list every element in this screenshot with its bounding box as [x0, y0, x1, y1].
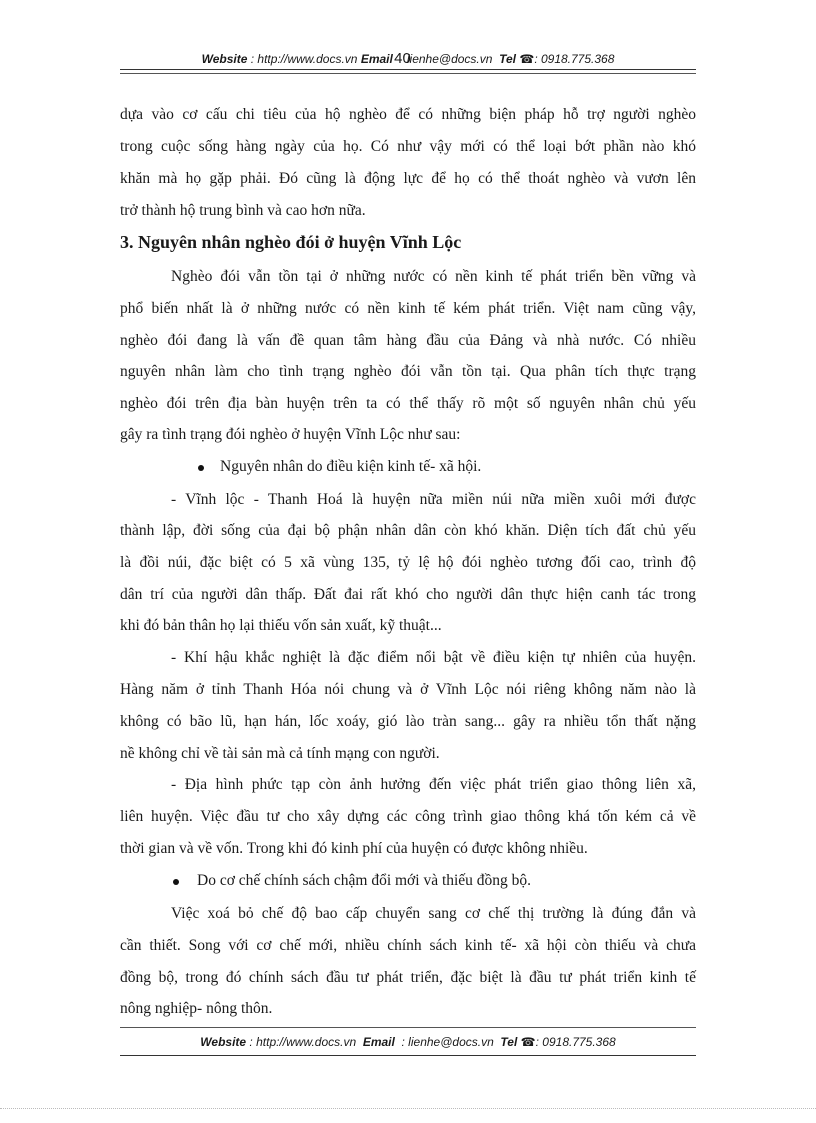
email-value[interactable]: lienhe@docs.vn: [406, 52, 493, 66]
text-line: thành lập, đời sống của đại bộ phận nhân dân còn khó khăn. Diện tích đất chủ yếu: [120, 522, 696, 539]
phone-icon: ☎: [520, 1035, 536, 1049]
text-line: phổ biến nhất là ở những nước có nền kinh tế kém phát triển. Việt nam cũng vậy,: [120, 300, 696, 317]
header-rule: [120, 69, 696, 70]
bullet-icon: [198, 465, 204, 471]
website-url[interactable]: http://www.docs.vn: [256, 1035, 357, 1049]
tel-label: Tel: [499, 52, 517, 66]
website-url[interactable]: http://www.docs.vn: [257, 52, 358, 66]
text-line: dựa vào cơ cấu chi tiêu của hộ nghèo để có những biện pháp hỗ trợ người nghèo: [120, 106, 696, 123]
text-line: Hàng năm ở tỉnh Thanh Hóa nói chung và ở Vĩnh Lộc nói riêng không năm nào là: [120, 681, 696, 698]
text-line: nghèo đói đang là vấn đề quan tâm hàng đầu của Đảng và nhà nước. Có nhiều: [120, 332, 696, 349]
tel-label: Tel: [500, 1035, 518, 1049]
text-line: Nghèo đói vẫn tồn tại ở những nước có nền kinh tế phát triển bền vững và: [171, 268, 696, 285]
text-line: khi đó bản thân họ lại thiếu vốn sản xuất, kỹ thuật...: [120, 617, 442, 634]
email-label: Email: [360, 52, 393, 66]
text-line: nông nghiệp- nông thôn.: [120, 1000, 273, 1017]
website-label: Website: [200, 1035, 247, 1049]
text-line: - Khí hậu khắc nghiệt là đặc điểm nổi bật về điều kiện tự nhiên của huyện.: [171, 649, 696, 666]
page-number: 40: [394, 50, 411, 67]
website-label: Website: [201, 52, 248, 66]
page-header: [120, 50, 696, 67]
text-line: nguyên nhân làm cho tình trạng nghèo đói vẫn tồn tại. Qua phân tích thực trạng: [120, 363, 696, 380]
footer-bottom-rule: [120, 1055, 696, 1056]
text-line: - Địa hình phức tạp còn ảnh hưởng đến việc phát triển giao thông liên xã,: [171, 776, 696, 793]
tel-value: : 0918.775.368: [535, 1035, 616, 1049]
header-rule-thin: [120, 73, 696, 74]
text-line: trở thành hộ trung bình và cao hơn nữa.: [120, 202, 366, 219]
text-line: Việc xoá bỏ chế độ bao cấp chuyển sang cơ chế thị trường là đúng đắn và: [171, 905, 696, 922]
bullet-item: Nguyên nhân do điều kiện kinh tế- xã hội.: [220, 458, 482, 475]
bullet-item: Do cơ chế chính sách chậm đổi mới và thiếu đồng bộ.: [197, 872, 532, 889]
text-line: trong cuộc sống hàng ngày của họ. Có như vậy mới có thể loại bớt phần nào khó: [120, 138, 696, 155]
website-separator: :: [246, 1035, 257, 1049]
text-line: gây ra tình trạng đói nghèo ở huyện Vĩnh Lộc như sau:: [120, 426, 461, 443]
page-footer: [120, 1035, 696, 1049]
text-line: nề không chỉ về tài sản mà cả tính mạng con người.: [120, 745, 440, 762]
text-line: cần thiết. Song với cơ chế mới, nhiều chính sách kinh tế- xã hội còn thiếu và chưa: [120, 937, 696, 954]
bullet-icon: [173, 879, 179, 885]
phone-icon: ☎: [519, 52, 535, 66]
text-line: dân trí của người dân thấp. Đất đai rất khó cho người dân thực hiện canh tác trong: [120, 586, 696, 603]
page-edge-divider: [0, 1108, 816, 1109]
email-label: Email: [362, 1035, 395, 1049]
text-line: đồng bộ, trong đó chính sách đầu tư phát triển, đặc biệt là đầu tư phát triển kinh tế: [120, 969, 696, 986]
text-line: thời gian và về vốn. Trong khi đó kinh phí của huyện có được không nhiều.: [120, 840, 588, 857]
section-heading: 3. Nguyên nhân nghèo đói ở huyện Vĩnh Lộc: [120, 232, 462, 252]
email-value[interactable]: : lienhe@docs.vn: [401, 1035, 494, 1049]
text-line: khăn mà họ gặp phải. Đó cũng là động lực để họ có thể thoát nghèo và vươn lên: [120, 170, 696, 187]
text-line: liên huyện. Việc đầu tư cho xây dựng các công trình giao thông khá tốn kém cả về: [120, 808, 696, 825]
text-line: là đồi núi, đặc biệt có 5 xã vùng 135, tỷ lệ hộ đói nghèo tương đối cao, trình độ: [120, 554, 696, 571]
website-separator: :: [247, 52, 258, 66]
text-line: không có bão lũ, hạn hán, lốc xoáy, gió lào tràn sang... gây ra nhiều tổn thất nặng: [120, 713, 696, 730]
text-line: - Vĩnh lộc - Thanh Hoá là huyện nữa miền núi nữa miền xuôi mới được: [171, 491, 696, 508]
text-line: nghèo đói trên địa bàn huyện trên ta có thể thấy rõ một số nguyên nhân chủ yếu: [120, 395, 696, 412]
tel-value: : 0918.775.368: [534, 52, 615, 66]
footer-rule: [120, 1027, 696, 1028]
